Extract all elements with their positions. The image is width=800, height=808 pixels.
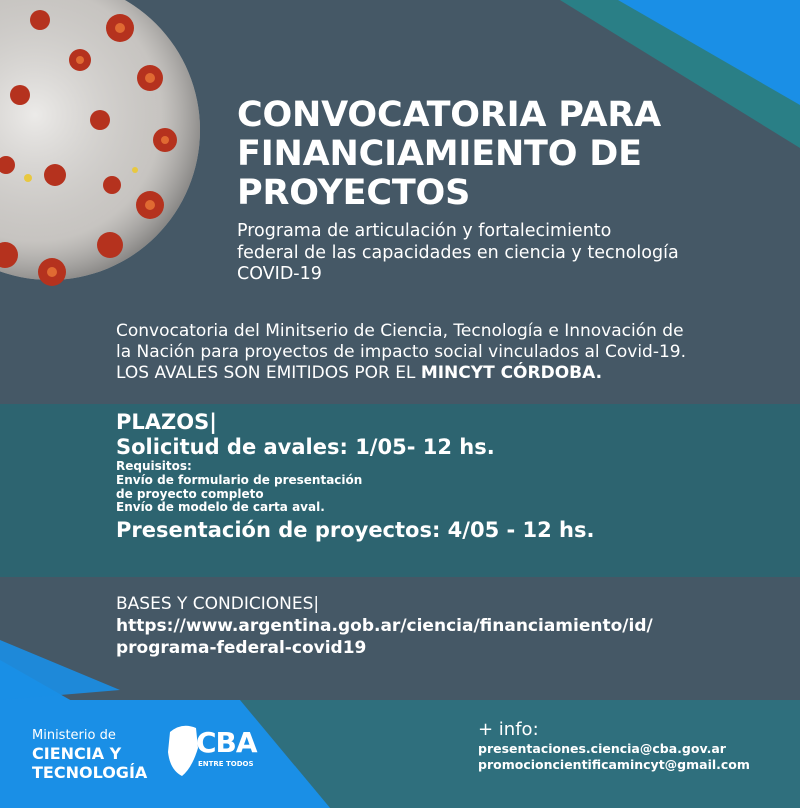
- coronavirus-illustration: [0, 0, 200, 286]
- bases-label: BASES Y CONDICIONES|: [116, 594, 320, 614]
- ministry-line: CIENCIA Y: [32, 744, 122, 763]
- plazos-heading: PLAZOS|: [116, 410, 217, 434]
- presentacion-deadline: Presentación de proyectos: 4/05 - 12 hs.: [116, 518, 595, 543]
- info-label: + info:: [478, 719, 539, 740]
- title-line: CONVOCATORIA PARA: [237, 95, 662, 135]
- bases-link[interactable]: https://www.argentina.gob.ar/ciencia/financiamiento/id/: [116, 616, 653, 636]
- email-link[interactable]: presentaciones.ciencia@cba.gov.ar: [478, 741, 726, 756]
- cba-logo: [162, 722, 262, 782]
- intro-line: Convocatoria del Minitserio de Ciencia, Tecnología e Innovación de: [116, 321, 684, 341]
- requisitos-line: Envío de formulario de presentación: [116, 472, 363, 487]
- bases-link[interactable]: programa-federal-covid19: [116, 638, 367, 658]
- cba-logo-sub: ENTRE TODOS: [198, 760, 254, 768]
- intro-line: la Nación para proyectos de impacto social vinculados al Covid-19.: [116, 342, 687, 362]
- avales-deadline: Solicitud de avales: 1/05- 12 hs.: [116, 435, 495, 459]
- subtitle-line: COVID-19: [237, 264, 322, 284]
- subtitle: [237, 221, 777, 286]
- plazos-section: [116, 410, 796, 543]
- bases-section: [116, 594, 796, 659]
- title-line: FINANCIAMIENTO DE: [237, 134, 642, 174]
- requisitos-line: Requisitos:: [116, 459, 192, 473]
- intro-text: [116, 321, 786, 384]
- contact-info: [478, 719, 798, 773]
- intro-bold: MINCYT CÓRDOBA.: [420, 363, 603, 383]
- subtitle-line: federal de las capacidades en ciencia y tecnología: [237, 242, 679, 263]
- ministry-logo: [32, 728, 147, 782]
- title-line: PROYECTOS: [237, 173, 471, 213]
- requisitos-line: Envío de modelo de carta aval.: [116, 500, 325, 515]
- ministry-line: Ministerio de: [32, 728, 116, 743]
- intro-line: [116, 363, 786, 384]
- page-title: [237, 96, 777, 213]
- intro-normal: LOS AVALES SON EMITIDOS POR EL: [116, 363, 421, 383]
- subtitle-line: Programa de articulación y fortalecimiento: [237, 221, 612, 241]
- cba-logo-text: CBA: [196, 726, 257, 759]
- requisitos-line: de proyecto completo: [116, 486, 264, 501]
- ministry-line: TECNOLOGÍA: [32, 763, 148, 782]
- email-link[interactable]: promocioncientificamincyt@gmail.com: [478, 757, 750, 772]
